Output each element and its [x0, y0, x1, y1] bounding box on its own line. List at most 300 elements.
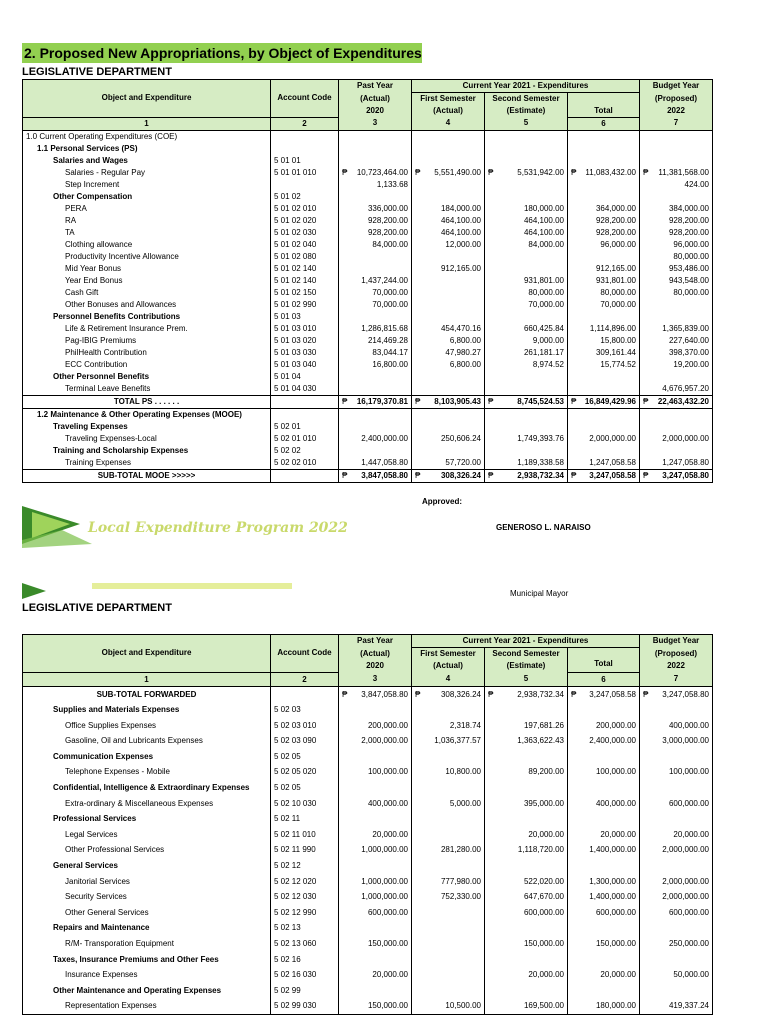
amount-cell: [412, 167, 485, 179]
table-row: [23, 764, 713, 780]
table-row: [23, 796, 713, 812]
amount-value: 197,681.26: [523, 720, 564, 730]
amount-cell: [339, 239, 412, 251]
amount-cell: [412, 920, 485, 936]
amount-cell: [412, 780, 485, 796]
row-label: Other Compensation: [23, 191, 271, 203]
account-code: 5 01 02: [271, 191, 339, 203]
amount-value: 931,801.00: [523, 275, 564, 285]
amount-cell: [568, 920, 640, 936]
amount-cell: [568, 749, 640, 765]
amount-cell: [640, 936, 713, 952]
amount-value: 2,318.74: [449, 720, 481, 730]
amount-cell: [640, 983, 713, 999]
amount-cell: [339, 408, 412, 421]
amount-value: 80,000.00: [600, 287, 636, 297]
row-label: PERA: [23, 203, 271, 215]
amount-value: 19,200.00: [673, 359, 709, 369]
amount-value: 150,000.00: [367, 939, 408, 948]
amount-value: 928,200.00: [668, 215, 709, 225]
account-code: 5 02 12 990: [271, 905, 339, 921]
amount-value: 1,000,000.00: [361, 892, 408, 902]
amount-cell: [640, 702, 713, 718]
amount-cell: [640, 130, 713, 143]
amount-value: 1,247,058.80: [662, 457, 709, 467]
amount-cell: [412, 130, 485, 143]
amount-cell: [568, 764, 640, 780]
amount-value: 600,000.00: [595, 907, 636, 917]
amount-cell: [640, 408, 713, 421]
amount-cell: [568, 733, 640, 749]
amount-cell: [339, 702, 412, 718]
amount-cell: [640, 749, 713, 765]
amount-value: 84,000.00: [372, 239, 408, 249]
amount-cell: [412, 275, 485, 287]
amount-cell: [485, 395, 568, 408]
header-budget-year-num: 2022: [640, 660, 713, 672]
amount-cell: [412, 936, 485, 952]
account-code: 5 01 02 150: [271, 287, 339, 299]
amount-cell: [339, 203, 412, 215]
amount-value: 600,000.00: [367, 907, 408, 917]
amount-cell: [412, 227, 485, 239]
col-number: 2: [271, 117, 339, 130]
peso-sign: ₱: [643, 396, 649, 406]
table-row: [23, 686, 713, 702]
amount-cell: [339, 335, 412, 347]
amount-value: 20,000.00: [372, 829, 408, 839]
amount-cell: [640, 469, 713, 482]
amount-cell: [412, 811, 485, 827]
amount-cell: [568, 827, 640, 843]
row-label: Insurance Expenses: [23, 967, 271, 983]
amount-value: 464,100.00: [523, 227, 564, 237]
amount-cell: [640, 239, 713, 251]
amount-cell: [339, 227, 412, 239]
amount-cell: [485, 686, 568, 702]
amount-value: 1,363,622.43: [517, 736, 564, 746]
amount-cell: [568, 796, 640, 812]
header-budget-year: Budget Year: [640, 635, 713, 648]
amount-cell: [640, 227, 713, 239]
amount-value: 8,745,524.53: [517, 396, 564, 406]
col-number: 6: [568, 117, 640, 130]
amount-cell: [485, 275, 568, 287]
amount-value: 5,551,490.00: [434, 167, 481, 177]
amount-cell: [485, 469, 568, 482]
amount-value: 3,847,058.80: [361, 470, 408, 480]
amount-cell: [485, 239, 568, 251]
account-code: [271, 143, 339, 155]
amount-value: 4,676,957.20: [662, 383, 709, 393]
account-code: 5 02 05: [271, 749, 339, 765]
amount-cell: [640, 335, 713, 347]
amount-value: 1,365,839.00: [662, 323, 709, 333]
amount-value: 100,000.00: [367, 767, 408, 777]
amount-cell: [339, 263, 412, 275]
row-label: Mid Year Bonus: [23, 263, 271, 275]
amount-value: 2,400,000.00: [361, 433, 408, 443]
amount-cell: [485, 287, 568, 299]
amount-cell: [339, 733, 412, 749]
department-heading-2: LEGISLATIVE DEPARTMENT: [22, 602, 172, 614]
account-code: [271, 395, 339, 408]
account-code: 5 01 01 010: [271, 167, 339, 179]
table-body: [23, 130, 713, 482]
amount-value: 1,247,058.58: [589, 457, 636, 467]
amount-value: 70,000.00: [372, 287, 408, 297]
amount-cell: [568, 383, 640, 396]
table-row: [23, 842, 713, 858]
amount-cell: [568, 421, 640, 433]
lep-logo-fragment: [22, 581, 292, 599]
amount-cell: [412, 702, 485, 718]
amount-cell: [339, 311, 412, 323]
amount-cell: [640, 299, 713, 311]
amount-cell: [339, 889, 412, 905]
amount-cell: [485, 998, 568, 1014]
amount-cell: [485, 920, 568, 936]
peso-sign: ₱: [488, 396, 494, 406]
amount-cell: [412, 952, 485, 968]
amount-value: 100,000.00: [668, 767, 709, 777]
peso-sign: ₱: [342, 167, 348, 177]
table-row: [23, 421, 713, 433]
amount-cell: [568, 263, 640, 275]
col-number: 4: [412, 672, 485, 686]
account-code: 5 02 02 010: [271, 457, 339, 470]
row-label: Repairs and Maintenance: [23, 920, 271, 936]
amount-cell: [485, 167, 568, 179]
amount-value: 1,118,720.00: [517, 845, 564, 855]
amount-cell: [339, 155, 412, 167]
table-row: [23, 251, 713, 263]
row-label: Other Maintenance and Operating Expenses: [23, 983, 271, 999]
amount-cell: [568, 359, 640, 371]
amount-cell: [568, 311, 640, 323]
amount-cell: [485, 359, 568, 371]
amount-value: 169,500.00: [523, 1001, 564, 1011]
amount-cell: [568, 967, 640, 983]
row-label: Communication Expenses: [23, 749, 271, 765]
amount-cell: [339, 191, 412, 203]
account-code: 5 02 11: [271, 811, 339, 827]
amount-cell: [640, 780, 713, 796]
amount-value: 1,400,000.00: [589, 845, 636, 855]
row-label: SUB-TOTAL FORWARDED: [23, 686, 271, 702]
amount-cell: [485, 780, 568, 796]
amount-cell: [339, 395, 412, 408]
amount-cell: [339, 251, 412, 263]
amount-cell: [640, 733, 713, 749]
amount-cell: [640, 858, 713, 874]
amount-value: 47,980.27: [445, 347, 481, 357]
table-row: [23, 749, 713, 765]
amount-cell: [640, 203, 713, 215]
amount-value: 2,000,000.00: [662, 892, 709, 902]
amount-cell: [640, 347, 713, 359]
amount-value: 424.00: [684, 179, 709, 189]
amount-cell: [339, 359, 412, 371]
amount-cell: [568, 408, 640, 421]
amount-cell: [640, 445, 713, 457]
amount-cell: [412, 263, 485, 275]
amount-value: 20,000.00: [600, 970, 636, 980]
amount-cell: [339, 858, 412, 874]
amount-value: 953,486.00: [668, 263, 709, 273]
account-code: 5 02 13 060: [271, 936, 339, 952]
amount-cell: [568, 686, 640, 702]
amount-value: 1,189,338.58: [517, 457, 564, 467]
amount-cell: [485, 227, 568, 239]
amount-cell: [640, 433, 713, 445]
col-number: 7: [640, 672, 713, 686]
amount-value: 3,247,058.58: [589, 470, 636, 480]
row-label: Professional Services: [23, 811, 271, 827]
amount-cell: [412, 143, 485, 155]
peso-sign: ₱: [571, 470, 577, 480]
amount-cell: [485, 827, 568, 843]
amount-cell: [412, 889, 485, 905]
row-label: ECC Contribution: [23, 359, 271, 371]
amount-cell: [339, 383, 412, 396]
amount-value: 395,000.00: [523, 798, 564, 808]
table-row: [23, 263, 713, 275]
row-label: Step Increment: [23, 179, 271, 191]
header-account-code: Account Code: [271, 80, 339, 118]
amount-value: 1,437,244.00: [361, 275, 408, 285]
amount-cell: [339, 952, 412, 968]
amount-cell: [339, 143, 412, 155]
amount-cell: [568, 905, 640, 921]
amount-value: 214,469.28: [367, 335, 408, 345]
amount-cell: [485, 874, 568, 890]
header-account-code: Account Code: [271, 635, 339, 673]
account-code: 5 01 02 080: [271, 251, 339, 263]
amount-cell: [339, 718, 412, 734]
table-row: [23, 874, 713, 890]
table-row: [23, 998, 713, 1014]
row-label: PhilHealth Contribution: [23, 347, 271, 359]
header-object: Object and Expenditure: [23, 80, 271, 118]
amount-value: 522,020.00: [523, 876, 564, 886]
amount-value: 931,801.00: [595, 275, 636, 285]
amount-cell: [412, 191, 485, 203]
amount-value: 16,800.00: [372, 359, 408, 369]
col-number: 7: [640, 117, 713, 130]
amount-value: 928,200.00: [367, 215, 408, 225]
amount-value: 150,000.00: [523, 939, 564, 948]
amount-value: 384,000.00: [668, 203, 709, 213]
amount-cell: [640, 263, 713, 275]
amount-cell: [485, 311, 568, 323]
row-label: Representation Expenses: [23, 998, 271, 1014]
peso-sign: ₱: [571, 167, 577, 177]
col-number: 4: [412, 117, 485, 130]
amount-cell: [412, 311, 485, 323]
amount-value: 5,531,942.00: [517, 167, 564, 177]
amount-cell: [485, 983, 568, 999]
amount-cell: [412, 433, 485, 445]
row-label: Extra-ordinary & Miscellaneous Expenses: [23, 796, 271, 812]
amount-value: 1,036,377.57: [434, 736, 481, 746]
account-code: 5 02 01: [271, 421, 339, 433]
amount-cell: [339, 179, 412, 191]
amount-value: 647,670.00: [523, 892, 564, 902]
amount-cell: [568, 239, 640, 251]
amount-cell: [568, 203, 640, 215]
amount-cell: [568, 179, 640, 191]
signatory-title: Municipal Mayor: [510, 589, 569, 598]
amount-value: 100,000.00: [595, 767, 636, 777]
amount-cell: [485, 323, 568, 335]
col-number: 1: [23, 672, 271, 686]
peso-sign: ₱: [571, 689, 577, 699]
peso-sign: ₱: [415, 470, 421, 480]
amount-cell: [640, 905, 713, 921]
account-code: 5 01 01: [271, 155, 339, 167]
amount-value: 6,800.00: [449, 335, 481, 345]
account-code: [271, 179, 339, 191]
amount-cell: [640, 842, 713, 858]
amount-cell: [339, 433, 412, 445]
amount-value: 11,381,568.00: [658, 167, 709, 177]
amount-value: 150,000.00: [595, 939, 636, 948]
account-code: 5 02 01 010: [271, 433, 339, 445]
amount-cell: [412, 395, 485, 408]
amount-value: 250,000.00: [668, 939, 709, 948]
amount-value: 20,000.00: [372, 970, 408, 980]
header-past-year: Past Year: [339, 635, 412, 648]
table-row: [23, 408, 713, 421]
account-code: 5 01 02 140: [271, 263, 339, 275]
amount-cell: [640, 874, 713, 890]
amount-value: 20,000.00: [528, 970, 564, 980]
peso-sign: ₱: [415, 689, 421, 699]
row-label: Salaries and Wages: [23, 155, 271, 167]
table-row: [23, 275, 713, 287]
table-row: [23, 920, 713, 936]
amount-cell: [640, 889, 713, 905]
appropriations-table-1: [22, 79, 713, 483]
amount-cell: [485, 347, 568, 359]
amount-cell: [640, 275, 713, 287]
amount-value: 600,000.00: [668, 798, 709, 808]
table-row: [23, 335, 713, 347]
amount-cell: [640, 686, 713, 702]
header-second-sem: Second Semester: [485, 93, 568, 106]
table-row: [23, 143, 713, 155]
amount-value: 336,000.00: [367, 203, 408, 213]
amount-cell: [412, 796, 485, 812]
table-row: [23, 457, 713, 470]
amount-value: 10,800.00: [445, 767, 481, 777]
amount-cell: [485, 191, 568, 203]
amount-cell: [568, 433, 640, 445]
table-row: [23, 469, 713, 482]
amount-value: 12,000.00: [445, 239, 481, 249]
amount-cell: [339, 421, 412, 433]
row-label: Training and Scholarship Expenses: [23, 445, 271, 457]
amount-cell: [568, 335, 640, 347]
account-code: [271, 408, 339, 421]
amount-cell: [485, 408, 568, 421]
header-first-sem-sub: (Actual): [412, 660, 485, 672]
amount-cell: [640, 323, 713, 335]
row-label: Taxes, Insurance Premiums and Other Fees: [23, 952, 271, 968]
amount-cell: [568, 287, 640, 299]
header-object: Object and Expenditure: [23, 635, 271, 673]
amount-value: 308,326.24: [440, 470, 481, 480]
amount-cell: [412, 155, 485, 167]
peso-sign: ₱: [643, 470, 649, 480]
account-code: 5 02 02: [271, 445, 339, 457]
amount-cell: [339, 469, 412, 482]
table-row: [23, 311, 713, 323]
amount-value: 1,133.68: [376, 179, 408, 189]
header-second-sem-sub: (Estimate): [485, 660, 568, 672]
row-label: Telephone Expenses - Mobile: [23, 764, 271, 780]
amount-cell: [485, 749, 568, 765]
peso-sign: ₱: [342, 689, 348, 699]
table-row: [23, 858, 713, 874]
amount-value: 398,370.00: [668, 347, 709, 357]
account-code: 5 01 02 990: [271, 299, 339, 311]
amount-cell: [485, 842, 568, 858]
signatory-name: GENEROSO L. NARAISO: [496, 523, 591, 532]
amount-cell: [640, 359, 713, 371]
peso-sign: ₱: [415, 396, 421, 406]
amount-value: 281,280.00: [440, 845, 481, 855]
table-row: [23, 287, 713, 299]
amount-cell: [339, 371, 412, 383]
table-row: [23, 191, 713, 203]
amount-cell: [339, 998, 412, 1014]
amount-cell: [640, 457, 713, 470]
row-label: Productivity Incentive Allowance: [23, 251, 271, 263]
row-label: Other Bonuses and Allowances: [23, 299, 271, 311]
amount-cell: [339, 796, 412, 812]
amount-cell: [339, 764, 412, 780]
amount-cell: [568, 457, 640, 470]
amount-value: 2,000,000.00: [662, 876, 709, 886]
amount-value: 227,640.00: [668, 335, 709, 345]
page-title: 2. Proposed New Appropriations, by Object of Expenditures: [24, 45, 422, 61]
peso-sign: ₱: [342, 396, 348, 406]
account-code: 5 02 16 030: [271, 967, 339, 983]
header-second-sem-sub: (Estimate): [485, 105, 568, 117]
amount-cell: [485, 811, 568, 827]
table-row: [23, 179, 713, 191]
amount-value: 943,548.00: [668, 275, 709, 285]
amount-value: 89,200.00: [528, 767, 564, 777]
table-row: [23, 227, 713, 239]
peso-sign: ₱: [643, 167, 649, 177]
amount-value: 11,083,432.00: [585, 167, 636, 177]
amount-value: 928,200.00: [367, 227, 408, 237]
row-label: Traveling Expenses-Local: [23, 433, 271, 445]
amount-value: 2,000,000.00: [589, 433, 636, 443]
amount-value: 2,938,732.34: [517, 689, 564, 699]
amount-cell: [640, 998, 713, 1014]
amount-cell: [412, 842, 485, 858]
amount-value: 2,000,000.00: [662, 845, 709, 855]
amount-value: 3,247,058.58: [589, 689, 636, 699]
col-number: 5: [485, 117, 568, 130]
amount-cell: [412, 239, 485, 251]
amount-cell: [485, 952, 568, 968]
amount-cell: [412, 686, 485, 702]
